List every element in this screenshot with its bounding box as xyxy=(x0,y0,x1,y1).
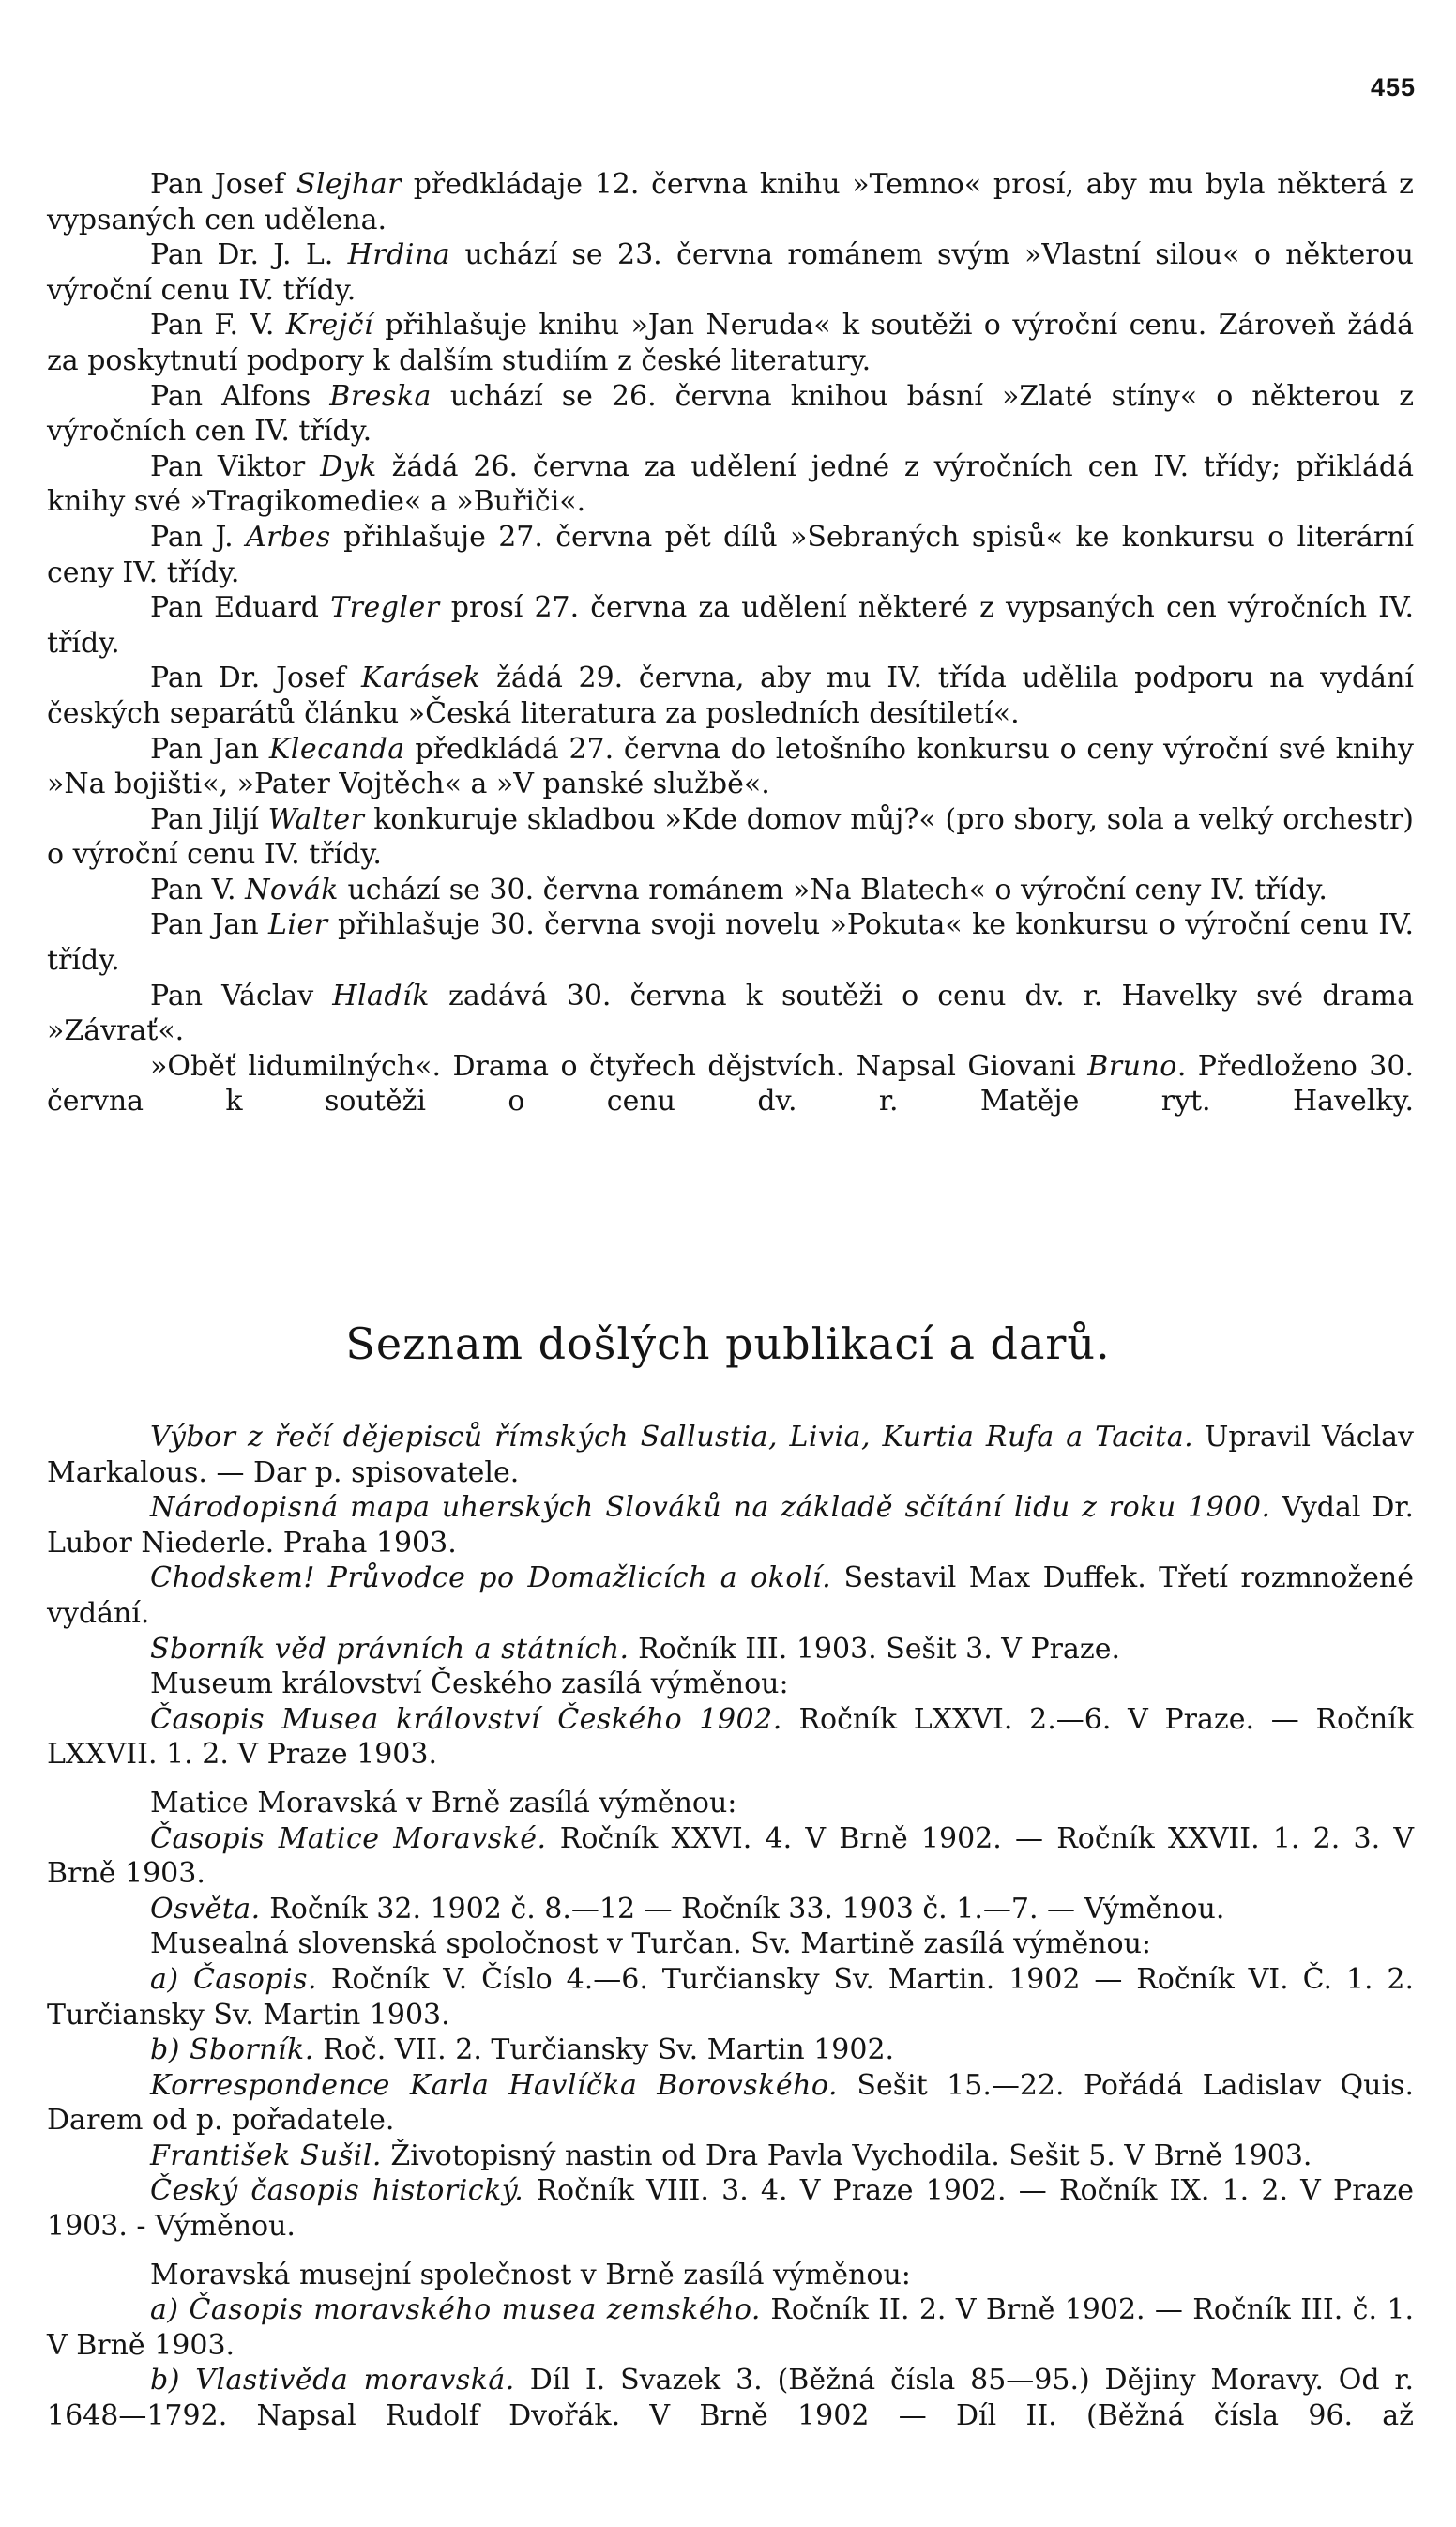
text-run: Pan Dr. J. L. xyxy=(150,238,348,272)
italic-title: a) Časopis moravského musea zemského. xyxy=(150,2293,761,2327)
italic-title: Hladík xyxy=(332,979,430,1012)
text-run: zadává 30. června k soutěži o cenu dv. r. Havelky své drama »Závrať«. xyxy=(47,979,1414,1048)
italic-title: Tregler xyxy=(330,591,440,625)
publication-paragraph xyxy=(47,2292,1414,2363)
italic-title: Časopis Musea království Českého 1902. xyxy=(150,1702,782,1736)
text-run: Pan Josef xyxy=(150,168,296,201)
entries-list xyxy=(47,167,1414,1119)
text-run: Sešit 15.—22. Pořádá Ladislav Quis. Darem od p. pořadatele. xyxy=(47,2068,1414,2138)
publication-paragraph xyxy=(47,1926,1414,1962)
text-run: Musealná slovenská spoločnost v Turčan. Sv. Martině zasílá výměnou: xyxy=(150,1927,1152,1961)
text-run: »Oběť lidumilných«. Drama o čtyřech dějstvích. Napsal Giovani xyxy=(150,1049,1088,1083)
entry-paragraph xyxy=(47,873,1414,908)
publication-paragraph xyxy=(47,1632,1414,1667)
text-run: konkuruje skladbou »Kde domov můj?« (pro sbory, sola a velký orchestr) o výroční cenu IV. třídy. xyxy=(47,802,1414,872)
text-run: žádá 29. června, aby mu IV. třída udělila podporu na vydání českých separátů článku »Česká literatura za posledních desítiletí«. xyxy=(47,662,1414,730)
publication-paragraph xyxy=(47,1786,1414,1821)
entry-paragraph xyxy=(47,308,1414,378)
publication-paragraph xyxy=(47,1962,1414,2032)
entry-paragraph xyxy=(47,520,1414,590)
publication-paragraph xyxy=(47,2363,1414,2433)
entry-paragraph xyxy=(47,802,1414,873)
text-run: Upravil Václav Markalous. — Dar p. spisovatele. xyxy=(47,1421,1414,1489)
text-run: Pan Eduard xyxy=(150,591,331,625)
italic-title: Slejhar xyxy=(296,168,402,201)
entry-paragraph xyxy=(47,167,1414,237)
entry-paragraph xyxy=(47,732,1414,802)
text-run: uchází se 23. června románem svým »Vlastní silou« o některou výroční cenu IV. třídy. xyxy=(47,238,1414,307)
italic-title: Novák xyxy=(245,873,339,906)
text-run: přihlašuje 30. června svoji novelu »Pokuta« ke konkursu o výroční cenu IV. třídy. xyxy=(47,908,1414,978)
text-run: Pan Václav xyxy=(150,979,333,1012)
italic-title: Klecanda xyxy=(268,732,405,766)
entry-paragraph xyxy=(47,237,1414,308)
text-run: Životopisný nastin od Dra Pavla Vychodila. Sešit 5. V Brně 1903. xyxy=(381,2139,1312,2172)
text-run: Ročník II. 2. V Brně 1902. — Ročník III. č. 1. V Brně 1903. xyxy=(47,2293,1414,2362)
text-run: přihlašuje knihu »Jan Neruda« k soutěži o výroční cenu. Zároveň žádá za poskytnutí podpory k dalším studiím z české literatury. xyxy=(47,309,1414,377)
italic-title: Krejčí xyxy=(285,309,373,343)
italic-title: Hrdina xyxy=(347,238,451,272)
text-run: Ročník V. Číslo 4.—6. Turčiansky Sv. Martin. 1902 — Ročník VI. Č. 1. 2. Turčiansky Sv. Martin 1903. xyxy=(47,1962,1414,2032)
italic-title: Český časopis historický. xyxy=(150,2174,524,2208)
publication-paragraph xyxy=(47,2173,1414,2244)
text-run: Pan V. xyxy=(150,873,246,906)
text-run: Pan J. xyxy=(150,520,246,554)
text-run: Pan F. V. xyxy=(150,309,286,343)
publication-paragraph xyxy=(47,1667,1414,1702)
text-run: Ročník XXVI. 4. V Brně 1902. — Ročník XXVII. 1. 2. 3. V Brně 1903. xyxy=(47,1821,1414,1891)
italic-title: a) Časopis. xyxy=(150,1962,317,1996)
text-run: žádá 26. června za udělení jedné z výročních cen IV. třídy; přikládá knihy své »Tragikomedie« a »Buřiči«. xyxy=(47,449,1414,519)
italic-title: Sborník věd právních a státních. xyxy=(150,1632,629,1666)
text-run: Pan Viktor xyxy=(150,449,321,483)
italic-title: Lier xyxy=(268,908,328,942)
text-run: předkládá 27. června do letošního konkursu o ceny výroční své knihy »Na bojišti«, »Pater Vojtěch« a »V panské službě«. xyxy=(47,732,1414,801)
text-run: uchází se 30. června románem »Na Blatech« o výroční ceny IV. třídy. xyxy=(338,873,1327,906)
text-run: uchází se 26. června knihou básní »Zlaté stíny« o některou z výročních cen IV. třídy. xyxy=(47,379,1414,449)
text-run: Matice Moravská v Brně zasílá výměnou: xyxy=(150,1786,737,1819)
section-heading: Seznam došlých publikací a darů. xyxy=(345,1318,1111,1369)
italic-title: Chodskem! Průvodce po Domažlicích a okolí. xyxy=(150,1561,832,1595)
text-run: Museum království Českého zasílá výměnou: xyxy=(150,1667,789,1701)
italic-title: Breska xyxy=(329,379,432,413)
publication-paragraph xyxy=(47,1892,1414,1927)
italic-title: Dyk xyxy=(320,449,377,483)
text-run: Ročník III. 1903. Sešit 3. V Praze. xyxy=(629,1632,1120,1666)
italic-title: Korrespondence Karla Havlíčka Borovského. xyxy=(150,2068,838,2102)
text-run: předkládaje 12. června knihu »Temno« prosí, aby mu byla některá z vypsaných cen udělena. xyxy=(47,168,1414,236)
publication-paragraph xyxy=(47,2032,1414,2068)
publication-paragraph xyxy=(47,1560,1414,1631)
publication-paragraph xyxy=(47,1420,1414,1490)
publication-paragraph xyxy=(47,2139,1414,2174)
page-number: 455 xyxy=(1370,73,1416,101)
entry-paragraph xyxy=(47,379,1414,449)
italic-title: Osvěta. xyxy=(150,1892,261,1926)
text-run: Pan Jiljí xyxy=(150,802,268,836)
entry-paragraph xyxy=(47,449,1414,520)
italic-title: Národopisná mapa uherských Slováků na základě sčítání lidu z roku 1900. xyxy=(150,1491,1271,1525)
publication-paragraph xyxy=(47,1490,1414,1560)
text-run: prosí 27. června za udělení některé z vypsaných cen výročních IV. třídy. xyxy=(47,591,1414,660)
italic-title: Výbor z řečí dějepisců římských Sallustia, Livia, Kurtia Rufa a Tacita. xyxy=(150,1421,1194,1454)
text-run: Ročník 32. 1902 č. 8.—12 — Ročník 33. 1903 č. 1.—7. — Výměnou. xyxy=(260,1892,1225,1926)
text-run: Ročník VIII. 3. 4. V Praze 1902. — Ročník IX. 1. 2. V Praze 1903. - Výměnou. xyxy=(47,2174,1414,2244)
entry-paragraph xyxy=(47,1049,1414,1119)
text-run: . Předloženo 30. června k soutěži o cenu dv. r. Matěje ryt. Havelky. xyxy=(47,1049,1414,1119)
text-run: Pan Dr. Josef xyxy=(150,662,362,695)
entry-paragraph xyxy=(47,907,1414,978)
text-run: Díl I. Svazek 3. (Běžná čísla 85—95.) Dějiny Moravy. Od r. 1648—1792. Napsal Rudolf Dvořák. V Brně 1902 — Díl II. (Běžná čísla 96. až xyxy=(47,2364,1414,2433)
entry-paragraph xyxy=(47,590,1414,661)
italic-title: b) Sborník. xyxy=(150,2033,314,2067)
italic-title: Arbes xyxy=(245,520,331,554)
text-run: Sestavil Max Duffek. Třetí rozmnožené vydání. xyxy=(47,1561,1414,1630)
text-run: Roč. VII. 2. Turčiansky Sv. Martin 1902. xyxy=(313,2033,895,2067)
text-run: Pan Jan xyxy=(150,732,269,766)
text-run: přihlašuje 27. června pět dílů »Sebraných spisů« ke konkursu o literární ceny IV. třídy. xyxy=(47,520,1414,589)
italic-title: b) Vlastivěda moravská. xyxy=(150,2364,515,2398)
text-run: Pan Alfons xyxy=(150,379,330,413)
entry-paragraph xyxy=(47,661,1414,731)
publication-paragraph xyxy=(47,1702,1414,1773)
publication-paragraph xyxy=(47,2068,1414,2139)
italic-title: Časopis Matice Moravské. xyxy=(150,1821,547,1855)
italic-title: Bruno xyxy=(1087,1049,1177,1083)
text-run: Ročník LXXVI. 2.—6. V Praze. — Ročník LXXVII. 1. 2. V Praze 1903. xyxy=(47,1702,1414,1772)
text-run: Vydal Dr. Lubor Niederle. Praha 1903. xyxy=(47,1491,1414,1560)
italic-title: Karásek xyxy=(361,662,481,695)
text-run: Moravská musejní společnost v Brně zasílá výměnou: xyxy=(150,2258,911,2291)
italic-title: Walter xyxy=(267,802,365,836)
publications-list xyxy=(47,1420,1414,2434)
entry-paragraph xyxy=(47,979,1414,1049)
italic-title: František Sušil. xyxy=(150,2139,382,2172)
text-run: Pan Jan xyxy=(150,908,268,942)
publication-paragraph xyxy=(47,1821,1414,1892)
publication-paragraph xyxy=(47,2258,1414,2293)
